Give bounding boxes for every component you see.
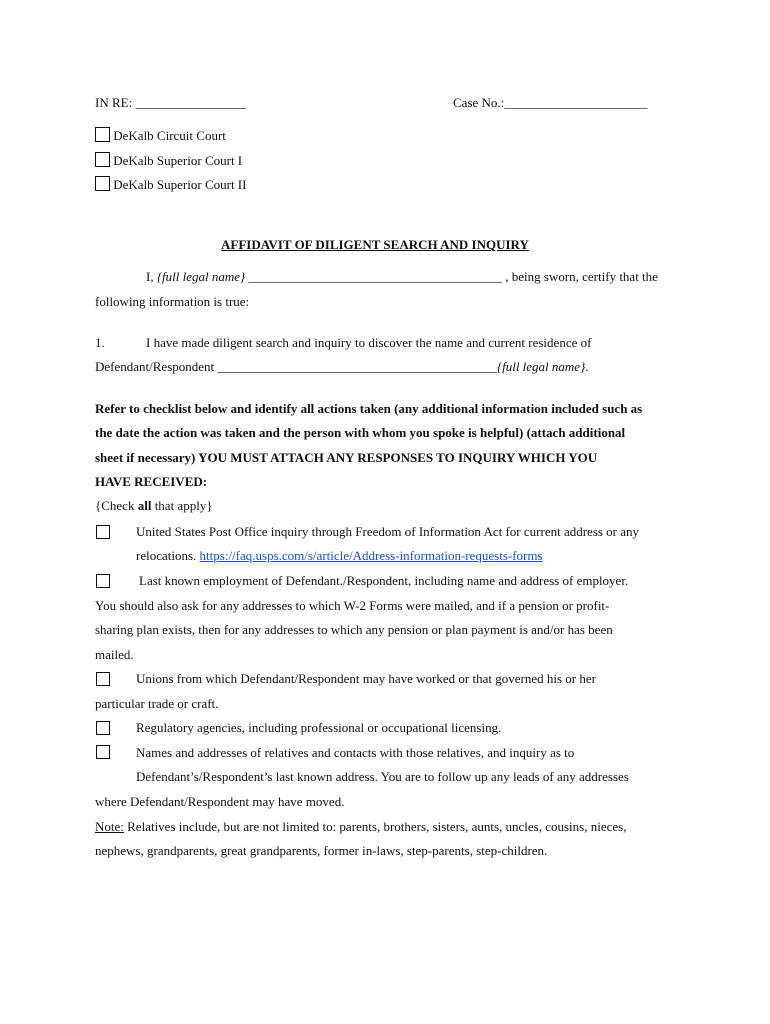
employment-line-4: mailed. (95, 647, 134, 662)
in-re-label: IN RE: (95, 95, 133, 110)
note-text-1: Relatives include, but are not limited to: parents, brothers, sisters, aunts, uncles, cousins, nieces, (127, 819, 627, 834)
item-1-number: 1. (95, 335, 105, 350)
court-option-circuit (95, 127, 226, 144)
checkbox-regulatory[interactable] (96, 721, 110, 735)
check-prefix: {Check (95, 498, 135, 513)
note-label: Note: (95, 819, 124, 834)
relatives-line-2: Defendant’s/Respondent’s last known address. You are to follow up any leads of any addresses (136, 769, 629, 784)
item-1-period: . (585, 359, 589, 374)
usps-line-1: United States Post Office inquiry through Freedom of Information Act for current address or any (136, 524, 640, 539)
instructions-line-4: HAVE RECEIVED: (95, 474, 208, 489)
document-title: AFFIDAVIT OF DILIGENT SEARCH AND INQUIRY (221, 237, 529, 252)
item-1-defendant-blank[interactable]: ___________________________________________ (217, 359, 497, 374)
intro-line-1 (146, 269, 658, 285)
case-no-line (453, 95, 647, 111)
relatives-line-1: Names and addresses of relatives and contacts with those relatives, and inquiry as to (136, 745, 575, 760)
checkbox-employment[interactable] (96, 574, 110, 588)
unions-line-1: Unions from which Defendant/Respondent may have worked or that governed his or her (136, 671, 596, 686)
note-line-2: nephews, grandparents, great grandparents, former in-laws, step-parents, step-children. (95, 843, 548, 858)
court-label-circuit: DeKalb Circuit Court (113, 128, 226, 143)
case-no-blank[interactable]: ______________________ (504, 95, 648, 110)
instructions-line-3: sheet if necessary) YOU MUST ATTACH ANY RESPONSES TO INQUIRY WHICH YOU (95, 450, 598, 465)
intro-name-hint: {full legal name} (156, 269, 246, 284)
usps-relocations-label: relocations. (136, 548, 197, 563)
intro-prefix: I, (146, 269, 154, 284)
court-checkbox-superior-2[interactable] (95, 176, 110, 191)
intro-name-blank[interactable]: _______________________________________ (248, 269, 502, 284)
instructions-line-2: the date the action was taken and the person with whom you spoke is helpful) (attach additional (95, 425, 626, 440)
in-re-line (95, 95, 246, 111)
court-option-superior-1 (95, 152, 242, 169)
item-1-line-2 (95, 359, 589, 375)
unions-line-2: particular trade or craft. (95, 696, 219, 711)
case-no-label: Case No.: (453, 95, 505, 110)
court-label-superior-2: DeKalb Superior Court II (113, 177, 247, 192)
court-checkbox-circuit[interactable] (95, 127, 110, 142)
checkbox-usps[interactable] (96, 525, 110, 539)
check-suffix: that apply} (154, 498, 213, 513)
court-option-superior-2 (95, 176, 246, 193)
regulatory-line: Regulatory agencies, including professional or occupational licensing. (136, 720, 502, 735)
usps-line-2 (136, 548, 543, 564)
checkbox-unions[interactable] (96, 672, 110, 686)
instructions-line-1: Refer to checklist below and identify all actions taken (any additional information included such as (95, 401, 643, 416)
court-label-superior-1: DeKalb Superior Court I (113, 153, 243, 168)
item-1-defendant-label: Defendant/Respondent (95, 359, 215, 374)
employment-line-3: sharing plan exists, then for any addresses to which any pension or plan payment is and/or has been (95, 622, 613, 637)
in-re-blank[interactable]: _________________ (135, 95, 246, 110)
item-1-name-hint: {full legal name} (496, 359, 586, 374)
check-all-note (95, 498, 213, 514)
note-line-1 (95, 819, 626, 835)
checkbox-relatives[interactable] (96, 745, 110, 759)
check-bold: all (137, 498, 152, 513)
employment-line-2: You should also ask for any addresses to which W-2 Forms were mailed, and if a pension or profit- (95, 598, 610, 613)
intro-suffix: , being sworn, certify that the (505, 269, 658, 284)
usps-link[interactable]: https://faq.usps.com/s/article/Address-information-requests-forms (199, 548, 543, 563)
court-checkbox-superior-1[interactable] (95, 152, 110, 167)
intro-line-2: following information is true: (95, 294, 250, 309)
item-1-text: I have made diligent search and inquiry to discover the name and current residence of (146, 335, 592, 350)
relatives-line-3: where Defendant/Respondent may have moved. (95, 794, 345, 809)
employment-line-1: Last known employment of Defendant./Respondent, including name and address of employer. (139, 573, 629, 588)
